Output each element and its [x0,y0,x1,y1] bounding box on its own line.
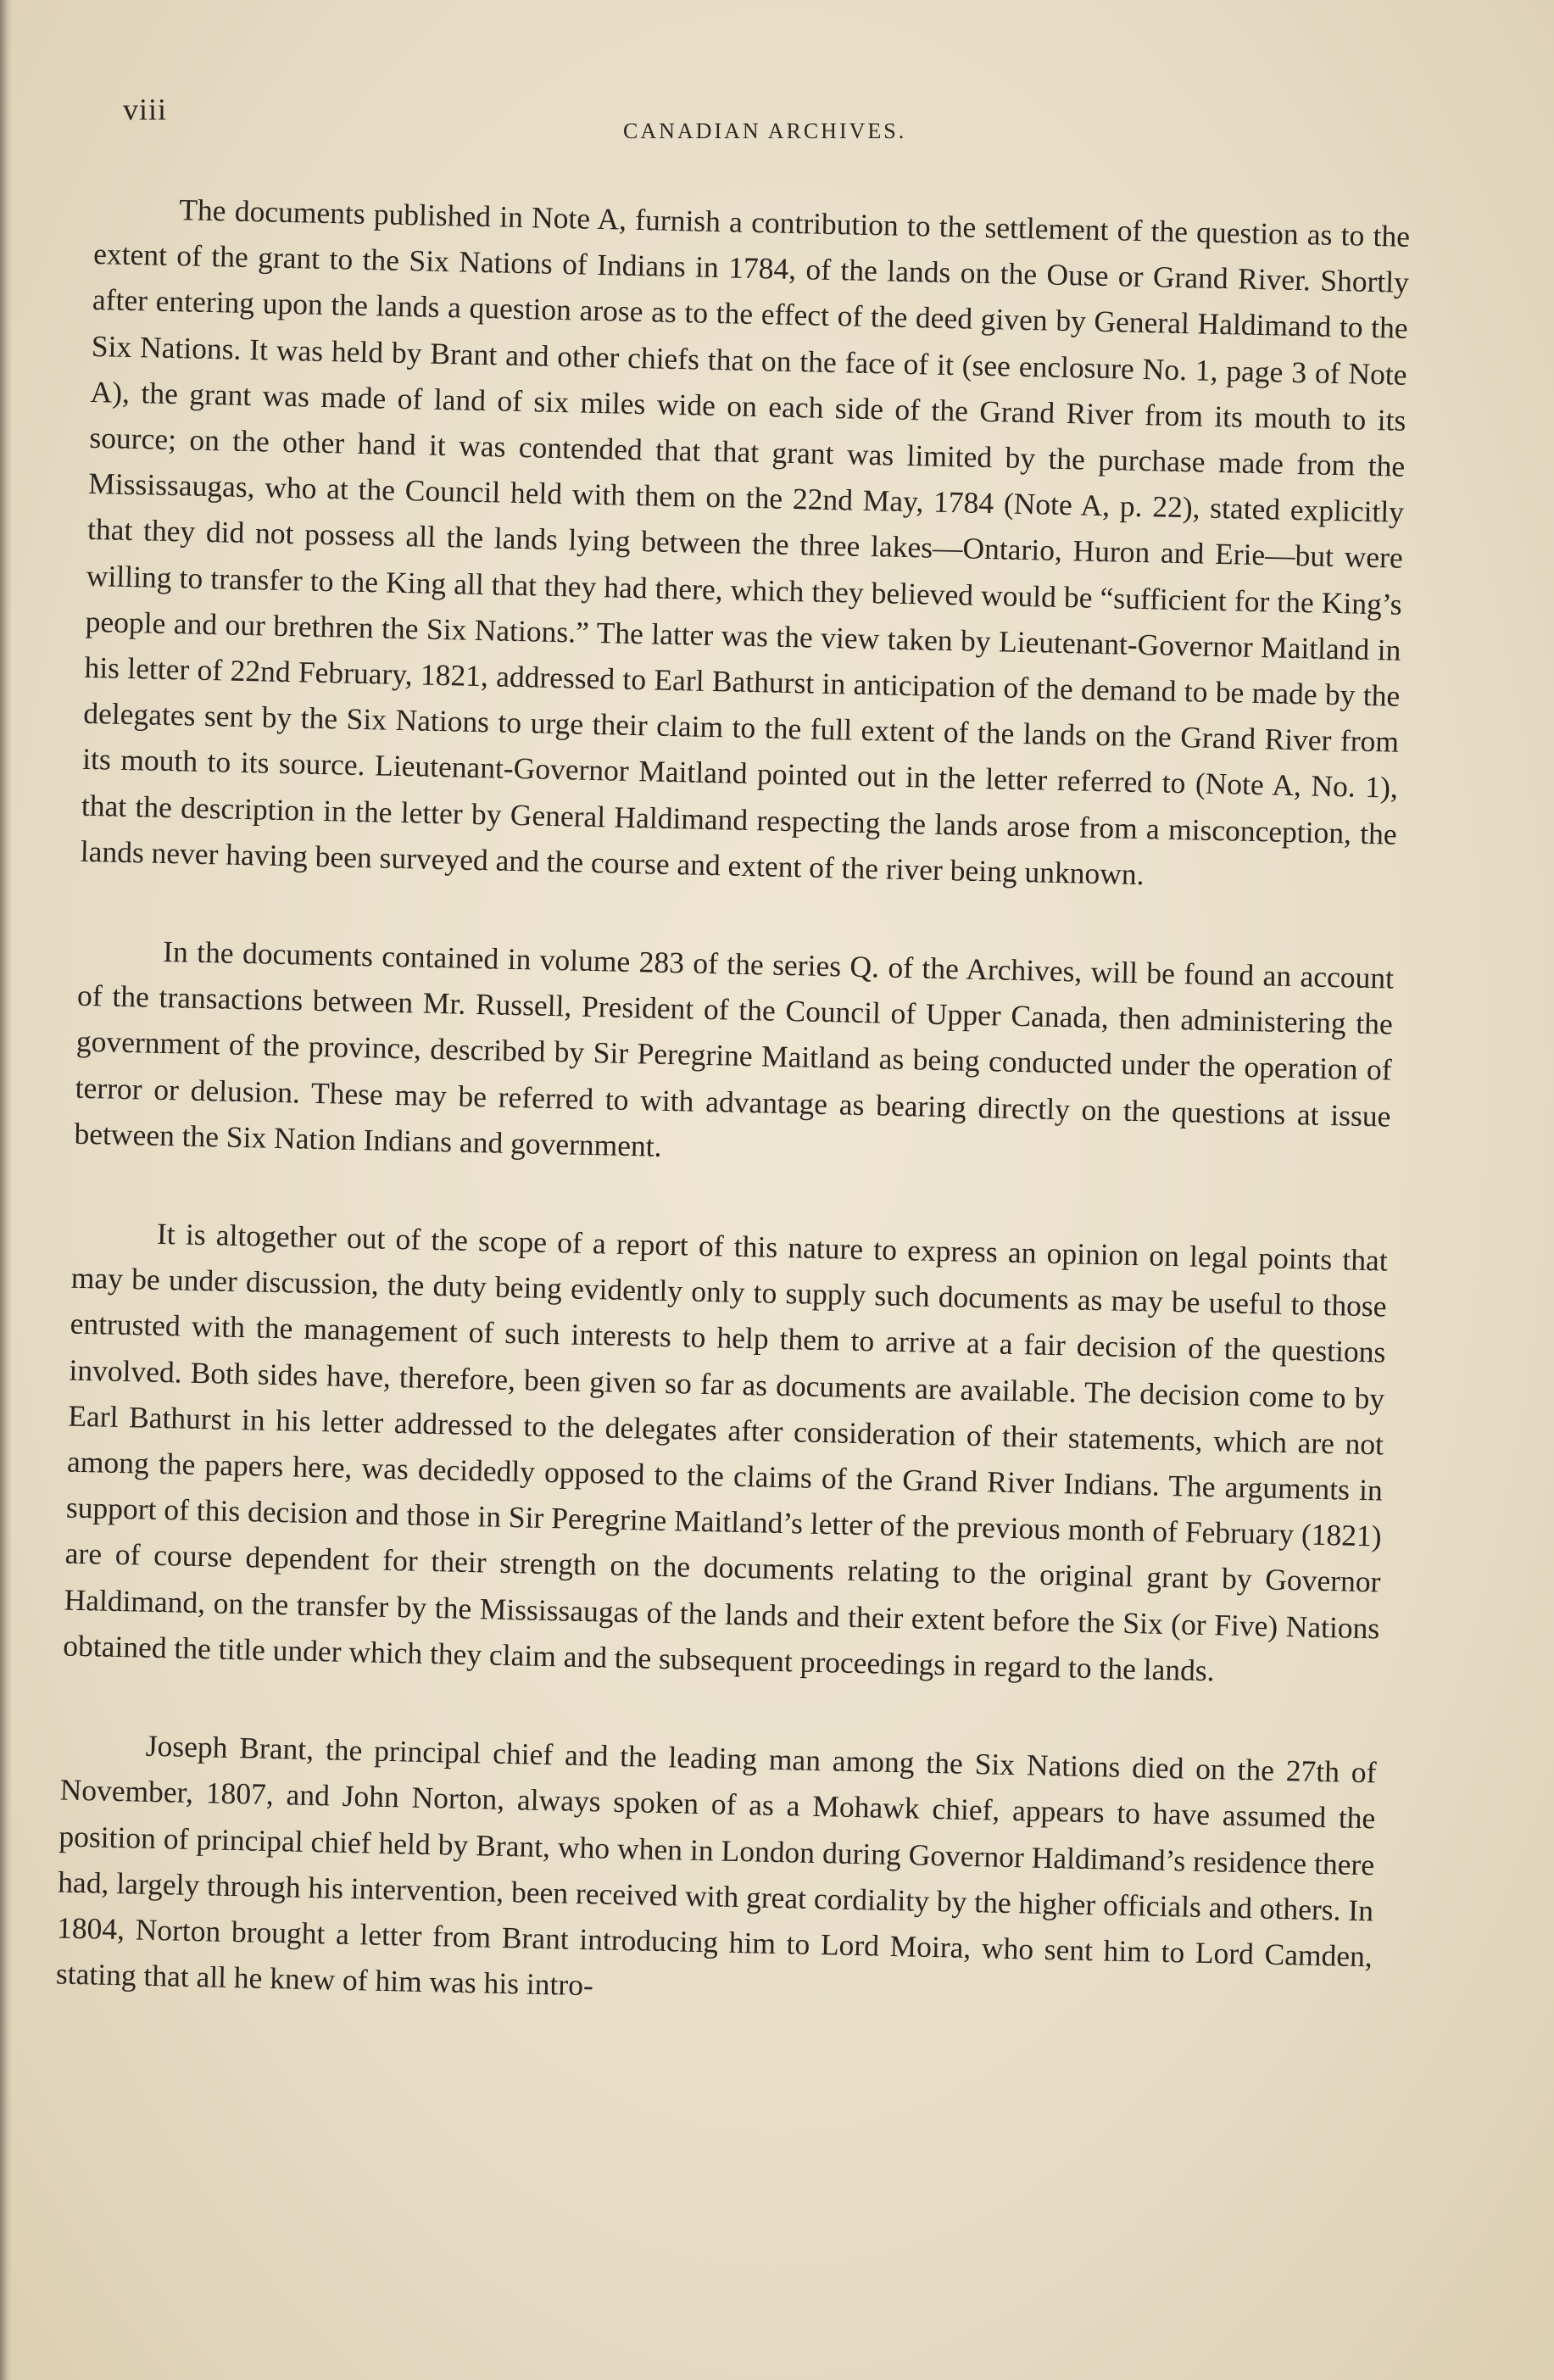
paragraph-joseph-brant: Joseph Brant, the principal chief and the leading man among the Six Nations died on the 27th of November, 1807, and John Norton, always spoken of as a Mohawk chief, appears to have assumed the position of principal chief held by Brant, who when in London during Governor Haldimand’s residence there had, largely through his intervention, been received with great cordiality by the higher officials and others. In 1804, Norton brought a letter from Brant introducing him to Lord Moira, who sent him to Lord Camden, stating that all he knew of him was his intro- [55,1728,1377,2003]
running-title: CANADIAN ARCHIVES. [623,119,907,143]
page-number: viii [123,92,168,126]
page-binding-edge [0,0,12,2380]
paragraph-note-a: The documents published in Note A, furnish a contribution to the settlement of the question as to the extent of the grant to the Six Nations of Indians in 1784, of the lands on the Ouse or Grand River. Shortly after entering upon the lands a question arose as to the effect of the deed given by General Haldimand to the Six Nations. It was held by Brant and other chiefs that on the face of it (see enclosure No. 1, page 3 of Note A), the grant was made of land of six miles wide on each side of the Grand River from its mouth to its source; on the other hand it was contended that that grant was limited by the purchase made from the Mississaugas, who at the Council held with them on the 22nd May, 1784 (Note A, p. 22), stated explicitly that they did not possess all the lands lying between the three lakes—Ontario, Huron and Erie—but were willing to transfer to the King all that they had there, which they believed would be “sufficient for the King’s people and our brethren the Six Nations.” The latter was the view taken by Lieutenant-Governor Maitland in his letter of 22nd February, 1821, addressed to Earl Bathurst in anticipation of the demand to be made by the delegates sent by the Six Nations to urge their claim to the full extent of the lands on the Grand River from its mouth to its source. Lieutenant-Governor Maitland pointed out in the letter referred to (Note A, No. 1), that the description in the letter by General Haldimand respecting the lands arose from a misconception, the lands never having been surveyed and the course and extent of the river being unknown. [80,192,1411,892]
body-text [55,185,1410,2026]
paragraph-scope-of-report: It is altogether out of the scope of a report of this nature to express an opinion on legal points that may be under discussion, the duty being evidently only to supply such documents as may be useful to those entrusted with the management of such interests to help them to arrive at a fair decision of the questions involved. Both sides have, therefore, been given so far as documents are available. The decision come to by Earl Bathurst in his letter addressed to the delegates after consideration of their statements, which are not among the papers here, was decidedly opposed to the claims of the Grand River Indians. The arguments in support of this decision and those in Sir Peregrine Maitland’s letter of the previous month of February (1821) are of course dependent for their strength on the documents relating to the original grant by Governor Haldimand, on the transfer by the Mississaugas of the lands and their extent before the Six (or Five) Nations obtained the title under which they claim and the subsequent proceedings in regard to the lands. [62,1216,1389,1688]
paragraph-volume-283: In the documents contained in volume 283 of the series Q. of the Archives, will be found an account of the transactions between Mr. Russell, President of the Council of Upper Canada, then administering the government of the province, described by Sir Peregrine Maitland as being conducted under the operation of terror or delusion. These may be referred to with advantage as bearing directly on the questions at issue between the Six Nation Indians and government. [74,934,1395,1163]
